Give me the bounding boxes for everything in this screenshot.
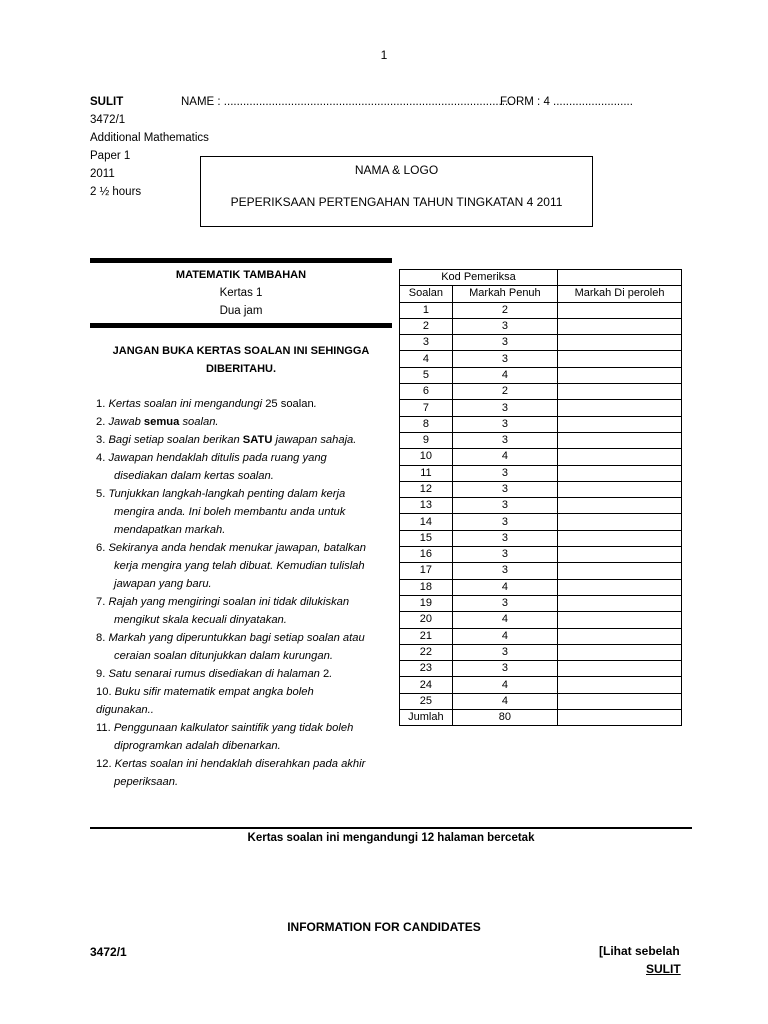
marks-obtained-cell[interactable] [558,661,682,677]
instruction-num: 3. [96,434,109,446]
table-title-row [400,270,682,286]
marks-obtained-cell[interactable] [558,449,682,465]
instruction-num: 7. [96,596,109,608]
instruction-num: 1. [96,398,109,410]
question-number-cell: 9 [400,432,453,448]
exam-year: 2011 [90,168,115,180]
full-marks-cell: 4 [452,449,557,465]
question-number-cell: 25 [400,693,453,709]
full-marks-cell: 3 [452,416,557,432]
full-marks-cell: 3 [452,465,557,481]
full-marks-cell: 4 [452,628,557,644]
total-value-cell: 80 [452,710,557,726]
instruction-tail: . [353,434,357,446]
marks-obtained-cell[interactable] [558,384,682,400]
instruction-num: 2. [96,416,109,428]
instruction-normal: 2 [323,668,330,680]
paper-code: 3472/1 [90,114,126,126]
empty-cell [558,270,682,286]
warning-text [90,342,392,378]
full-marks-cell: 4 [452,693,557,709]
marks-obtained-cell[interactable] [558,335,682,351]
warning-line-1: JANGAN BUKA KERTAS SOALAN INI SEHINGGA [112,345,370,357]
question-number-cell: 1 [400,302,453,318]
table-row [400,514,682,530]
instruction-num: 6. [96,542,109,554]
full-marks-cell: 3 [452,318,557,334]
marks-obtained-cell[interactable] [558,498,682,514]
instruction-item [96,413,396,431]
full-marks-cell: 3 [452,661,557,677]
marks-obtained-cell[interactable] [558,579,682,595]
paper-kertas: Kertas 1 [219,287,263,299]
table-row [400,302,682,318]
full-marks-cell: 3 [452,432,557,448]
instruction-item [96,719,396,737]
name-field: NAME : .......................................................................................... [181,96,512,108]
instruction-item [96,629,396,647]
instruction-pre: Sekiranya anda hendak menukar jawapan, batalkan [108,542,366,554]
examiner-code-cell: Kod Pemeriksa [400,270,558,286]
instruction-pre: Tunjukkan langkah-langkah penting dalam kerja [108,488,346,500]
table-row [400,693,682,709]
marks-obtained-cell[interactable] [558,302,682,318]
instruction-continuation: mengira anda. Ini boleh membantu anda untuk [114,506,346,518]
instruction-num: 9. [96,668,109,680]
instruction-item [96,593,396,611]
instruction-normal: 25 soalan [265,398,314,410]
instruction-post: jawapan sahaja [272,434,354,446]
instruction-pre: Satu senarai rumus disediakan di halaman [108,668,324,680]
exam-duration: 2 ½ hours [90,186,142,198]
marks-obtained-cell[interactable] [558,318,682,334]
table-row [400,367,682,383]
marks-obtained-cell[interactable] [558,644,682,660]
marks-obtained-cell[interactable] [558,514,682,530]
instruction-item [96,665,396,683]
full-marks-cell: 3 [452,351,557,367]
table-row [400,612,682,628]
marks-obtained-cell[interactable] [558,563,682,579]
instruction-num: 11. [96,722,114,734]
marks-obtained-cell[interactable] [558,677,682,693]
turn-over-note: [Lihat sebelah [599,944,680,958]
instruction-pre: Jawab [108,416,144,428]
table-row [400,481,682,497]
total-row [400,710,682,726]
instruction-item [96,431,396,449]
table-row [400,661,682,677]
instruction-tail: . [313,398,317,410]
question-number-cell: 20 [400,612,453,628]
marks-obtained-cell[interactable] [558,400,682,416]
total-obtained-cell[interactable] [558,710,682,726]
question-number-cell: 23 [400,661,453,677]
full-marks-cell: 3 [452,595,557,611]
table-header-row [400,286,682,302]
marks-obtained-cell[interactable] [558,351,682,367]
table-row [400,416,682,432]
question-number-cell: 4 [400,351,453,367]
marks-obtained-cell[interactable] [558,547,682,563]
question-number-cell: 2 [400,318,453,334]
question-number-cell: 17 [400,563,453,579]
instruction-continuation: digunakan.. [96,704,154,716]
full-marks-cell: 4 [452,367,557,383]
instruction-continuation: disediakan dalam kertas soalan. [114,470,274,482]
full-marks-cell: 4 [452,612,557,628]
table-row [400,335,682,351]
marks-obtained-cell[interactable] [558,432,682,448]
marks-obtained-cell[interactable] [558,628,682,644]
instruction-num: 8. [96,632,109,644]
table-row [400,432,682,448]
top-thick-rule [90,258,392,263]
header-full-marks: Markah Penuh [452,286,557,302]
question-number-cell: 18 [400,579,453,595]
question-number-cell: 7 [400,400,453,416]
paper-duration: Dua jam [219,305,263,317]
info-for-candidates-title: INFORMATION FOR CANDIDATES [287,920,481,934]
table-row [400,563,682,579]
footer-sulit: SULIT [646,962,681,976]
warning-line-2: DIBERITAHU. [205,363,277,375]
full-marks-cell: 3 [452,644,557,660]
table-row [400,595,682,611]
full-marks-cell: 4 [452,677,557,693]
table-row [400,644,682,660]
bottom-thick-rule [90,323,392,328]
question-number-cell: 8 [400,416,453,432]
instruction-num: 12. [96,758,115,770]
question-number-cell: 15 [400,530,453,546]
table-row [400,351,682,367]
instruction-continuation: mendapatkan markah. [114,524,226,536]
question-number-cell: 16 [400,547,453,563]
instruction-pre: Markah yang diperuntukkan bagi setiap soalan atau [108,632,365,644]
instruction-bold: semua [143,416,180,428]
instruction-continuation: jawapan yang baru. [114,578,212,590]
full-marks-cell: 3 [452,335,557,351]
question-number-cell: 10 [400,449,453,465]
marks-obtained-cell[interactable] [558,416,682,432]
instruction-continuation: peperiksaan. [114,776,179,788]
marks-obtained-cell[interactable] [558,693,682,709]
instruction-pre: Kertas soalan ini mengandungi [108,398,266,410]
question-number-cell: 24 [400,677,453,693]
table-row [400,547,682,563]
full-marks-cell: 3 [452,481,557,497]
paper-subject-title: MATEMATIK TAMBAHAN [175,269,307,281]
marks-obtained-cell[interactable] [558,595,682,611]
table-row [400,498,682,514]
title-box [200,156,593,227]
instruction-num: 4. [96,452,109,464]
table-row [400,677,682,693]
question-number-cell: 3 [400,335,453,351]
header-question: Soalan [400,286,453,302]
question-number-cell: 22 [400,644,453,660]
table-row [400,530,682,546]
instruction-pre: Jawapan hendaklah ditulis pada ruang yang [108,452,327,464]
instruction-bold: SATU [242,434,273,446]
instruction-item [96,683,396,701]
table-row [400,579,682,595]
instruction-num: 10. [96,686,115,698]
marks-obtained-cell[interactable] [558,612,682,628]
marks-obtained-cell[interactable] [558,367,682,383]
marks-obtained-cell[interactable] [558,530,682,546]
instruction-item [96,539,396,557]
instruction-item [96,755,396,773]
sulit-label: SULIT [90,96,124,108]
footer-rule [90,827,692,829]
instruction-num: 5. [96,488,109,500]
subject-name: Additional Mathematics [90,132,209,144]
instruction-pre: Buku sifir matematik empat angka boleh [114,686,314,698]
exam-title: PEPERIKSAAN PERTENGAHAN TAHUN TINGKATAN 4 2011 [230,195,563,209]
full-marks-cell: 2 [452,302,557,318]
instruction-continuation: ceraian soalan ditunjukkan dalam kurungan. [114,650,333,662]
instruction-continuation: kerja mengira yang telah dibuat. Kemudian tulislah [114,560,365,572]
examiner-marks-table [399,269,682,726]
header-marks-obtained: Markah Di peroleh [558,286,682,302]
table-row [400,628,682,644]
question-number-cell: 5 [400,367,453,383]
pages-note: Kertas soalan ini mengandungi 12 halaman bercetak [247,832,535,844]
full-marks-cell: 4 [452,579,557,595]
question-number-cell: 6 [400,384,453,400]
question-number-cell: 21 [400,628,453,644]
full-marks-cell: 3 [452,400,557,416]
instruction-continuation: diprogramkan adalah dibenarkan. [114,740,281,752]
instruction-pre: Bagi setiap soalan berikan [108,434,243,446]
question-number-cell: 14 [400,514,453,530]
school-name-logo: NAMA & LOGO [354,163,439,177]
full-marks-cell: 3 [452,547,557,563]
full-marks-cell: 3 [452,514,557,530]
table-row [400,400,682,416]
instruction-pre: Penggunaan kalkulator saintifik yang tidak boleh [113,722,354,734]
instructions-list [96,395,396,791]
paper-number: Paper 1 [90,150,131,162]
instruction-item [96,485,396,503]
full-marks-cell: 2 [452,384,557,400]
marks-obtained-cell[interactable] [558,465,682,481]
full-marks-cell: 3 [452,530,557,546]
question-number-cell: 11 [400,465,453,481]
instruction-pre: Rajah yang mengiringi soalan ini tidak dilukiskan [108,596,350,608]
instruction-pre: Kertas soalan ini hendaklah diserahkan pada akhir [114,758,366,770]
table-row [400,465,682,481]
table-row [400,449,682,465]
marks-obtained-cell[interactable] [558,481,682,497]
full-marks-cell: 3 [452,563,557,579]
table-row [400,384,682,400]
page-number: 1 [380,48,388,62]
total-label-cell: Jumlah [400,710,453,726]
form-field: FORM : 4 ......................... [500,96,633,108]
instruction-continuation: mengikut skala kecuali dinyatakan. [114,614,287,626]
question-number-cell: 12 [400,481,453,497]
table-row [400,318,682,334]
full-marks-cell: 3 [452,498,557,514]
instruction-post: soalan. [179,416,219,428]
instruction-tail: . [329,668,333,680]
question-number-cell: 13 [400,498,453,514]
footer-paper-code: 3472/1 [90,945,127,959]
instruction-item [96,395,396,413]
instruction-item [96,449,396,467]
question-number-cell: 19 [400,595,453,611]
